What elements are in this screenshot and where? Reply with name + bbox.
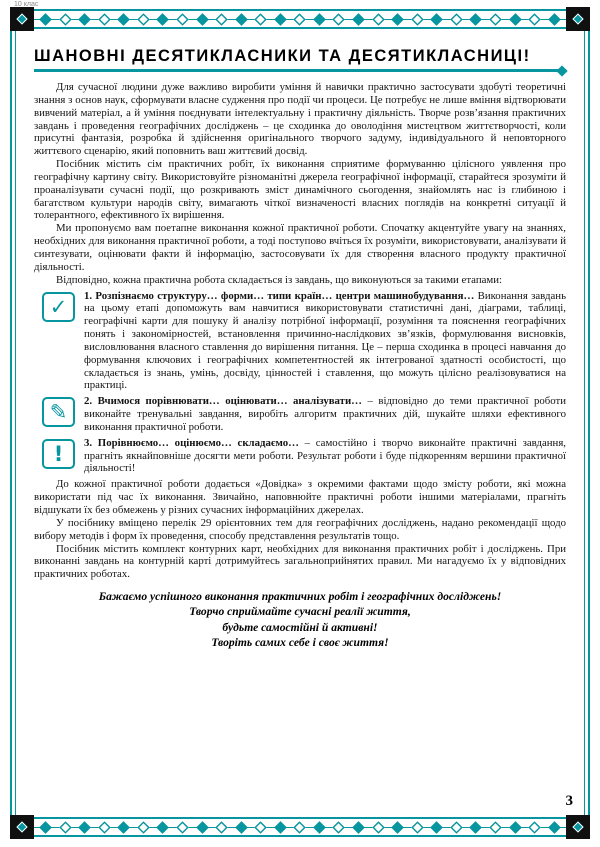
farewell-block [34,589,566,650]
farewell-line: Творчо сприймайте сучасні реалії життя, [189,605,411,619]
closing-paragraph: До кожної практичної роботи додається «Довідка» з окремими фактами щодо змісту роботи, які можна використати під час їх виконання. Звичайно, наповнюйте практичні роботи іншими матеріалами, прагніть відшукати їх без обмежень у різних сучасних інформаційних джерелах. [34,478,566,516]
intro-paragraph: Посібник містить сім практичних робіт, їх виконання сприятиме формуванню цілісного уявлення про географічну картину світу. Використовуйте різноманітні джерела географічної інформації, старайтеся зрозуміти й проаналізувати сучасні події, що розкривають зміст динамічного сьогодення, знайомлять нас із глибиною і багатством культури народів світу, вимагають чіткої визначеності власних поглядів на конкретні ситуації й толерантного, ефективного їх вирішення. [34,158,566,222]
step-lead: 3. Порівнюємо… оцінюємо… складаємо… [84,436,299,449]
pencil-glyph: ✎ [49,400,68,425]
farewell-line: будьте самостійні й активні! [222,620,378,634]
bottom-border-band [10,815,590,839]
step-item [34,395,566,434]
decorative-frame [10,7,590,839]
checkmark-icon [42,292,75,322]
checkmark-glyph: ✓ [49,294,68,319]
step-text [84,290,566,393]
step-item [34,437,566,476]
closing-paragraph: У посібнику вміщено перелік 29 орієнтовних тем для географічних досліджень, надано рекомендації щодо вибору методів і форм їх проведення, способу представлення результатів тощо. [34,516,566,542]
diamond-pattern [34,817,566,837]
step-lead: 1. Розпізнаємо структуру… форми… типи країн… центри машинобудування… [84,289,475,302]
step-body: – самостійно і творчо виконайте практичні завдання, прагніть якнайповніше досягти мети роботи. Результат роботи і буде підкоренням вершини практичної діяльності! [84,436,567,475]
intro-paragraph: Ми пропонуємо вам поетапне виконання кожної практичної роботи. Спочатку акцентуйте увагу на знаннях, необхідних для виконання практичної роботи, а тоді поступово вчіться їх розуміти, використовувати, аналізувати й синтезувати, оцінювати факти й інформацію, застосовувати їх для створення власного продукту практичної діяльності. [34,222,566,273]
page-title: ШАНОВНІ ДЕСЯТИКЛАСНИКИ ТА ДЕСЯТИКЛАСНИЦІ! [34,47,531,65]
exclamation-glyph: ! [53,441,64,466]
top-border-band [10,7,590,31]
steps-intro-paragraph: Відповідно, кожна практична робота складається із завдань, що виконуються за такими етапами: [56,273,503,286]
page-body [10,31,590,815]
step-lead: 2. Вчимося порівнювати… оцінювати… аналізувати… [84,395,362,408]
step-text [84,437,566,476]
corner-ornament-icon [10,815,34,839]
diamond-icon [16,821,27,832]
corner-ornament-icon [566,815,590,839]
farewell-line: Бажаємо успішного виконання практичних робіт і географічних досліджень! [98,590,502,604]
diamond-icon [572,821,583,832]
diamond-icon [572,13,583,24]
farewell-line: Творіть самих себе і своє життя! [211,635,389,649]
corner-ornament-icon [566,7,590,31]
corner-ornament-icon [10,7,34,31]
diamond-pattern [34,9,566,29]
exclamation-icon [42,439,75,469]
step-body: – відповідно до теми практичної роботи виконайте тренувальні завдання, виробіть алгоритм практичних дій, шукайте шляхи ефективного виконання практичної роботи. [84,395,566,433]
step-text [84,395,566,434]
page-content [15,31,585,815]
title-rule [34,69,566,72]
step-item [34,290,566,393]
intro-paragraph: Для сучасної людини дуже важливо виробити уміння й навички практично застосувати здобуті теоретичні знання з основ наук, сформувати власне судження про події чи процеси. Це потребує не лише вміння відтворювати вивчений матеріал, а й уміння поєднувати інтелектуальну і практичну діяльність. Творче розв’язання практичних завдань і проведення географічних досліджень – це сходинка до оволодіння мистецтвом життєтворчості, коли присутні фантазія, розробка й здійснення оригінального творчого задуму, індивідуального й неповторного життєвого сценарію, який поповнить ваш життєвий досвід. [34,81,566,158]
closing-paragraph: Посібник містить комплект контурних карт, необхідних для виконання практичних робіт і досліджень. При виконанні завдань на контурній карті дотримуйтесь загальноприйнятих правил. Ми нагадуємо їх у відповідних практичних роботах. [34,542,566,581]
pencil-icon [42,397,75,427]
corner-note: 10 клас [14,1,39,8]
step-body: Виконання завдань на цьому етапі допоможуть вам навчитися використовувати статистичні дані, діаграми, таблиці, географічні карти для пошуку й аналізу потрібної інформації, розуміння та пояснення географічних понять і закономірностей, встановлення причинно-наслідкових зв’язків, формулювання висновків, висловлювання власного ставлення до вирішення питання. Це – перша сходинка в процесі навчання до формування ключових і географічних компетентностей як інтегрованої здатності особистості, що складається із знань, умінь, досвіду, цінностей і ставлення, що можуть цілісно реалізовуватися на практиці. [84,289,566,392]
page-number: 3 [565,793,573,809]
diamond-icon [16,13,27,24]
